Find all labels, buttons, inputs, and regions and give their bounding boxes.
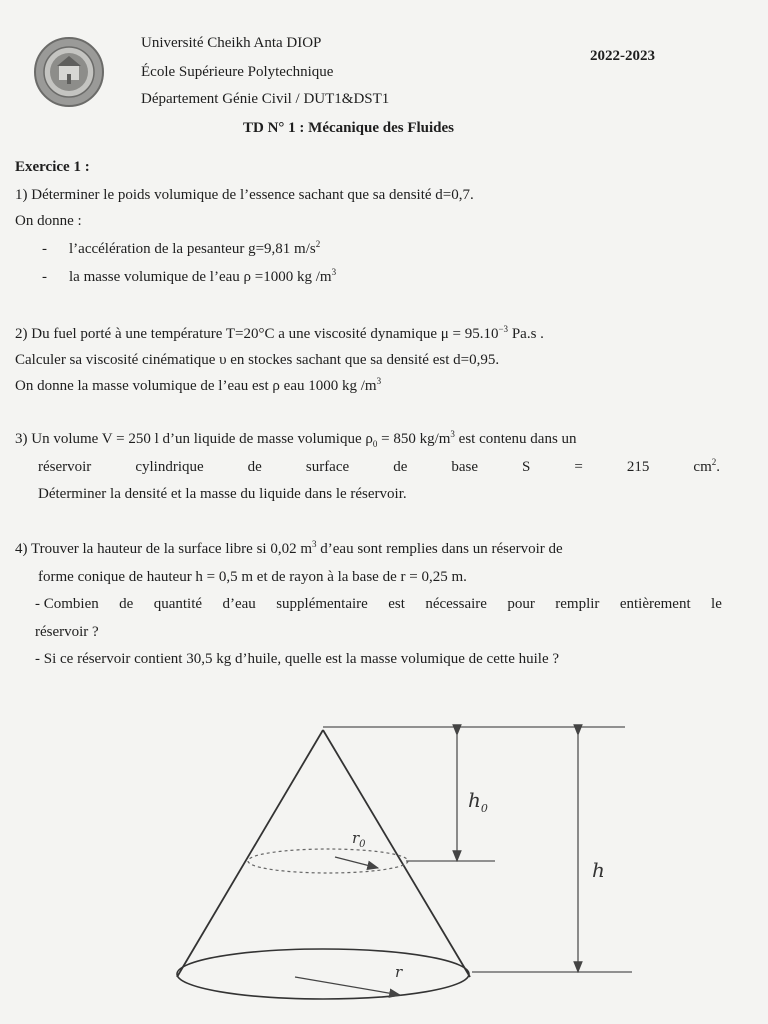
university-name: Université Cheikh Anta DIOP xyxy=(141,35,322,51)
q4-line4: réservoir ? xyxy=(35,624,99,640)
q2-line3: On donne la masse volumique de l’eau est ρ eau 1000 kg $/m^3$ xyxy=(15,376,382,394)
radius-r0-arrow xyxy=(335,857,378,868)
q4-line1: 4) Trouver la hauteur de la surface libre si 0,02 $m^3$ d’eau sont remplies dans un réservoir de xyxy=(15,539,563,557)
q3-line1: 3) Un volume V = 250 l d’un liquide de masse volumique $\rho_0 = 850$ $kg/m^3$ est contenu dans un xyxy=(15,429,577,449)
cone-base-ellipse xyxy=(177,949,469,999)
cone-left-side xyxy=(177,730,323,977)
q1-given: On donne : xyxy=(15,213,82,229)
q3-line3: Déterminer la densité et la masse du liquide dans le réservoir. xyxy=(38,486,407,502)
q2-line2: Calculer sa viscosité cinématique υ en stockes sachant que sa densité est d=0,95. xyxy=(15,352,500,368)
q3-line2: réservoir cylindrique de surface de base S = 215 $cm^2$. xyxy=(38,457,720,475)
q2-line1: 2) Du fuel porté à une température T=20°C a une viscosité dynamique $\mu = 95.10^{-3}$ Pa.s . xyxy=(15,324,544,342)
q1-bullet-density: la masse volumique de l’eau ρ =1000 kg $/m^3$ xyxy=(69,267,337,285)
radius-r-arrow xyxy=(295,977,400,995)
page-title: TD N° 1 : Mécanique des Fluides xyxy=(243,120,455,136)
academic-year: 2022-2023 xyxy=(590,48,655,64)
school-name: École Supérieure Polytechnique xyxy=(141,64,334,80)
q4-line2: forme conique de hauteur h = 0,5 m et de rayon à la base de r = 0,25 m. xyxy=(38,569,467,585)
q1-bullet-gravity: l’accélération de la pesanteur g=9,81 $m/s^2$ xyxy=(69,239,321,257)
q4-line3: - Combien de quantité d’eau supplémentaire est nécessaire pour remplir entièrement le xyxy=(35,596,722,612)
university-seal-logo xyxy=(33,36,105,108)
q4-line5: - Si ce réservoir contient 30,5 kg d’huile, quelle est la masse volumique de cette huile ? xyxy=(35,651,560,667)
bullet-dash: - xyxy=(42,269,47,285)
water-surface-ellipse xyxy=(248,849,408,873)
label-r: r xyxy=(395,963,403,981)
label-h0: $h_0$ xyxy=(468,788,488,815)
department-name: Département Génie Civil / DUT1&DST1 xyxy=(141,91,390,107)
exercise-title: Exercice 1 : xyxy=(15,159,90,175)
cone-right-side xyxy=(323,730,470,977)
cone-tank-figure xyxy=(170,715,640,1005)
q1-text: 1) Déterminer le poids volumique de l’essence sachant que sa densité d=0,7. xyxy=(15,187,474,203)
label-r0: $r_0$ xyxy=(352,829,366,850)
label-h: h xyxy=(592,858,605,882)
bullet-dash: - xyxy=(42,241,47,257)
